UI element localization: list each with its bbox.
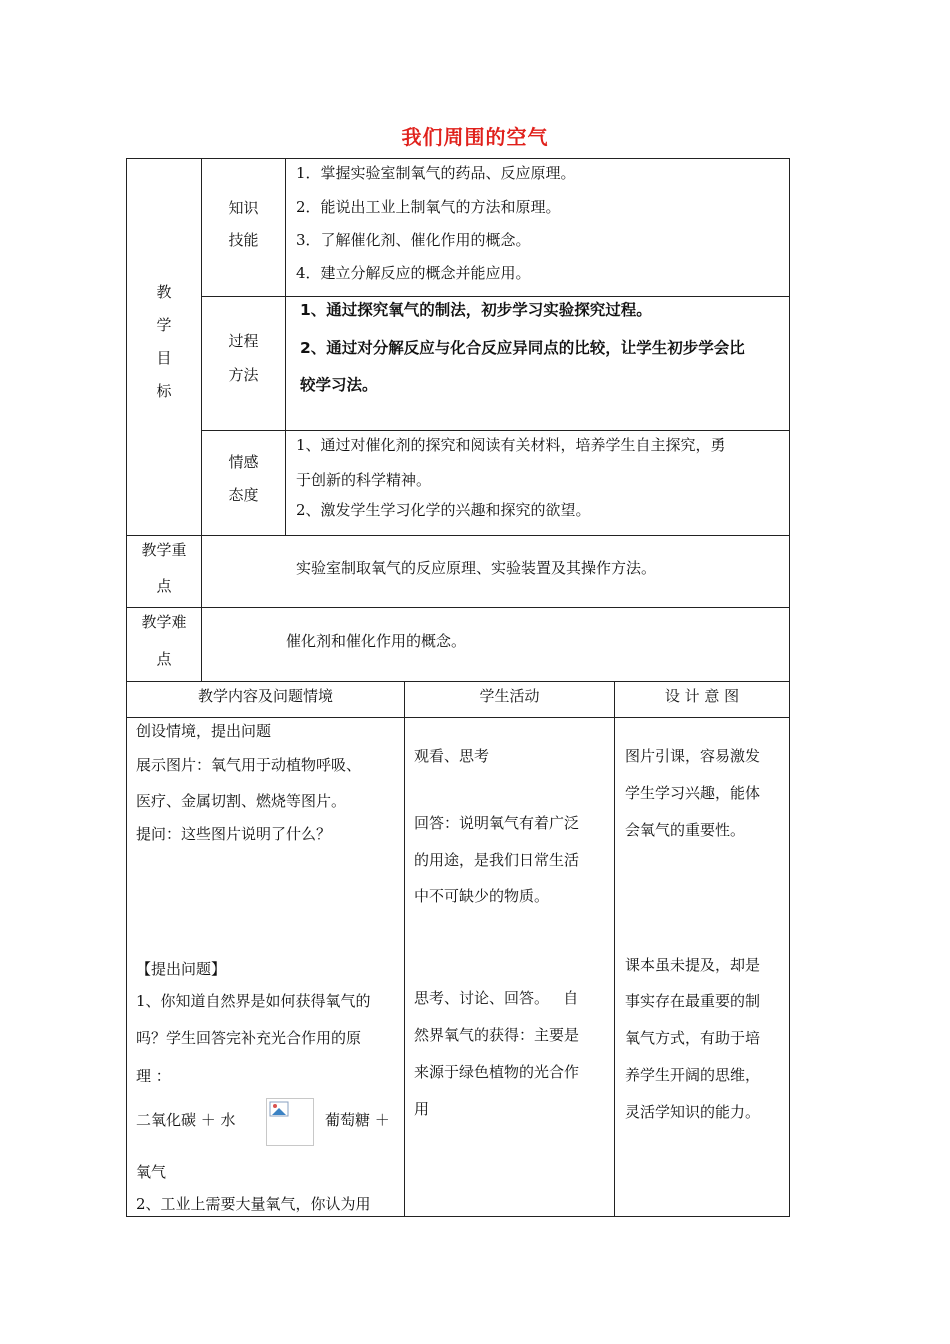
- process-item: 1、通过探究氧气的制法，初步学习实验探究过程。: [300, 301, 652, 319]
- attitude-item: 2、激发学生学习化学的兴趣和探究的欲望。: [296, 501, 591, 519]
- equation-right: 葡萄糖 ＋: [325, 1111, 390, 1129]
- knowledge-item: 2．能说出工业上制氧气的方法和原理。: [296, 198, 561, 216]
- equation-tail: 氧气: [136, 1163, 167, 1181]
- process-item: 2、通过对分解反应与化合反应异同点的比较，让学生初步学会比: [300, 339, 745, 357]
- knowledge-item: 4．建立分解反应的概念并能应用。: [296, 264, 531, 282]
- difficult-point-content: 催化剂和催化作用的概念。: [286, 632, 467, 650]
- page-title: 我们周围的空气: [401, 125, 549, 149]
- attitude-item: 于创新的科学精神。: [296, 471, 432, 489]
- column-header-activity: 学生活动: [479, 687, 540, 705]
- attitude-item: 1、通过对催化剂的探究和阅读有关材料，培养学生自主探究，勇: [296, 436, 726, 454]
- key-point-content: 实验室制取氧气的反应原理、实验装置及其操作方法。: [296, 559, 657, 577]
- process-item: 较学习法。: [300, 376, 378, 394]
- knowledge-item: 3．了解催化剂、催化作用的概念。: [296, 231, 531, 249]
- column-header-intent: 设 计 意 图: [664, 687, 740, 705]
- knowledge-item: 1．掌握实验室制氧气的药品、反应原理。: [296, 164, 576, 182]
- column-header-content: 教学内容及问题情境: [197, 687, 333, 705]
- broken-image-icon: [266, 1098, 314, 1146]
- equation-left: 二氧化碳 ＋ 水: [136, 1111, 236, 1129]
